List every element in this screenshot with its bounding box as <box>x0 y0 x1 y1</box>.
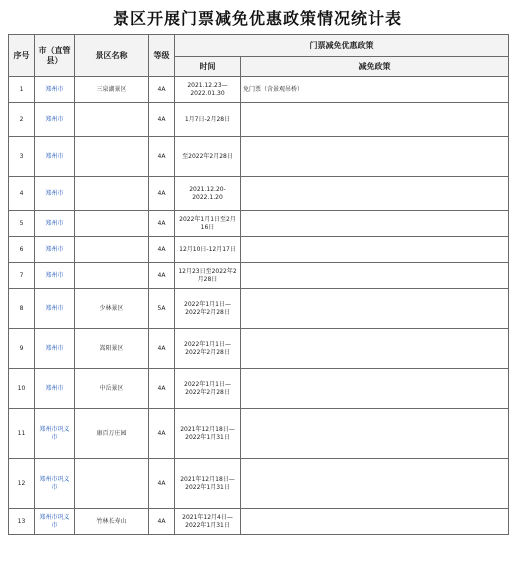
row-level: 4A <box>149 263 175 289</box>
row-city: 郑州市 <box>35 137 75 177</box>
row-time: 2022年1月1日—2022年2月28日 <box>175 329 241 369</box>
row-policy <box>241 329 509 369</box>
table-row <box>9 211 509 237</box>
row-policy <box>241 409 509 459</box>
row-level: 4A <box>149 329 175 369</box>
row-index: 12 <box>9 459 35 509</box>
row-scenic: 少林景区 <box>75 289 149 329</box>
row-policy <box>241 103 509 137</box>
row-policy <box>241 263 509 289</box>
row-scenic <box>75 459 149 509</box>
row-policy <box>241 177 509 211</box>
row-level: 4A <box>149 237 175 263</box>
row-city: 郑州市 <box>35 263 75 289</box>
row-time: 2021.12.23—2022.01.30 <box>175 77 241 103</box>
row-index: 10 <box>9 369 35 409</box>
table-row <box>9 263 509 289</box>
row-scenic <box>75 177 149 211</box>
row-time: 2021年12月18日—2022年1月31日 <box>175 409 241 459</box>
row-scenic <box>75 263 149 289</box>
row-city: 郑州市 <box>35 329 75 369</box>
row-level: 4A <box>149 459 175 509</box>
page-title: 景区开展门票减免优惠政策情况统计表 <box>112 9 402 28</box>
table-row <box>9 103 509 137</box>
row-city: 郑州市 <box>35 211 75 237</box>
table-row <box>9 459 509 509</box>
header-level: 等级 <box>149 35 175 77</box>
row-policy <box>241 459 509 509</box>
table-row <box>9 409 509 459</box>
row-level: 4A <box>149 77 175 103</box>
row-scenic <box>75 237 149 263</box>
header-policy: 减免政策 <box>241 57 509 77</box>
row-time: 2021年12月18日—2022年1月31日 <box>175 459 241 509</box>
row-time: 1月7日-2月28日 <box>175 103 241 137</box>
row-scenic: 康百万庄园 <box>75 409 149 459</box>
header-city: 市（直管县） <box>35 35 75 77</box>
row-level: 4A <box>149 509 175 535</box>
row-index: 9 <box>9 329 35 369</box>
row-scenic: 嵩阳景区 <box>75 329 149 369</box>
row-scenic: 中岳景区 <box>75 369 149 409</box>
row-index: 2 <box>9 103 35 137</box>
table-row <box>9 369 509 409</box>
row-city: 郑州市 <box>35 369 75 409</box>
row-time: 2021年12月4日—2022年1月31日 <box>175 509 241 535</box>
row-scenic <box>75 211 149 237</box>
row-level: 4A <box>149 177 175 211</box>
table-row <box>9 77 509 103</box>
table-row <box>9 137 509 177</box>
row-index: 8 <box>9 289 35 329</box>
row-time: 2022年1月1日—2022年2月28日 <box>175 289 241 329</box>
row-city: 郑州市 <box>35 103 75 137</box>
header-group: 门票减免优惠政策 <box>175 35 509 57</box>
table-body <box>9 77 509 535</box>
header-time: 时间 <box>175 57 241 77</box>
row-time: 2021.12.20-2022.1.20 <box>175 177 241 211</box>
row-policy <box>241 289 509 329</box>
row-index: 1 <box>9 77 35 103</box>
row-index: 6 <box>9 237 35 263</box>
row-city: 郑州市 <box>35 237 75 263</box>
row-policy <box>241 211 509 237</box>
row-city: 郑州市巩义市 <box>35 459 75 509</box>
row-index: 3 <box>9 137 35 177</box>
row-city: 郑州市巩义市 <box>35 509 75 535</box>
table-row <box>9 289 509 329</box>
row-scenic <box>75 103 149 137</box>
row-city: 郑州市巩义市 <box>35 409 75 459</box>
row-index: 7 <box>9 263 35 289</box>
table-row <box>9 177 509 211</box>
row-city: 郑州市 <box>35 289 75 329</box>
row-level: 4A <box>149 409 175 459</box>
row-scenic <box>75 137 149 177</box>
row-index: 5 <box>9 211 35 237</box>
row-level: 5A <box>149 289 175 329</box>
row-index: 4 <box>9 177 35 211</box>
table-row <box>9 237 509 263</box>
row-policy <box>241 237 509 263</box>
row-city: 郑州市 <box>35 77 75 103</box>
row-time: 至2022年2月28日 <box>175 137 241 177</box>
header-scenic: 景区名称 <box>75 35 149 77</box>
row-scenic: 三泉湖景区 <box>75 77 149 103</box>
policy-table <box>8 34 509 535</box>
row-policy <box>241 509 509 535</box>
row-level: 4A <box>149 137 175 177</box>
row-policy: 免门票（含景观吊桥） <box>241 77 509 103</box>
row-scenic: 竹林长寿山 <box>75 509 149 535</box>
row-time: 12月10日-12月17日 <box>175 237 241 263</box>
header-index: 序号 <box>9 35 35 77</box>
table-row <box>9 509 509 535</box>
row-time: 2022年1月1日至2月16日 <box>175 211 241 237</box>
row-time: 2022年1月1日—2022年2月28日 <box>175 369 241 409</box>
row-policy <box>241 137 509 177</box>
row-time: 12月23日至2022年2月28日 <box>175 263 241 289</box>
row-level: 4A <box>149 211 175 237</box>
table-row <box>9 329 509 369</box>
row-index: 13 <box>9 509 35 535</box>
row-level: 4A <box>149 103 175 137</box>
row-policy <box>241 369 509 409</box>
row-city: 郑州市 <box>35 177 75 211</box>
row-level: 4A <box>149 369 175 409</box>
row-index: 11 <box>9 409 35 459</box>
